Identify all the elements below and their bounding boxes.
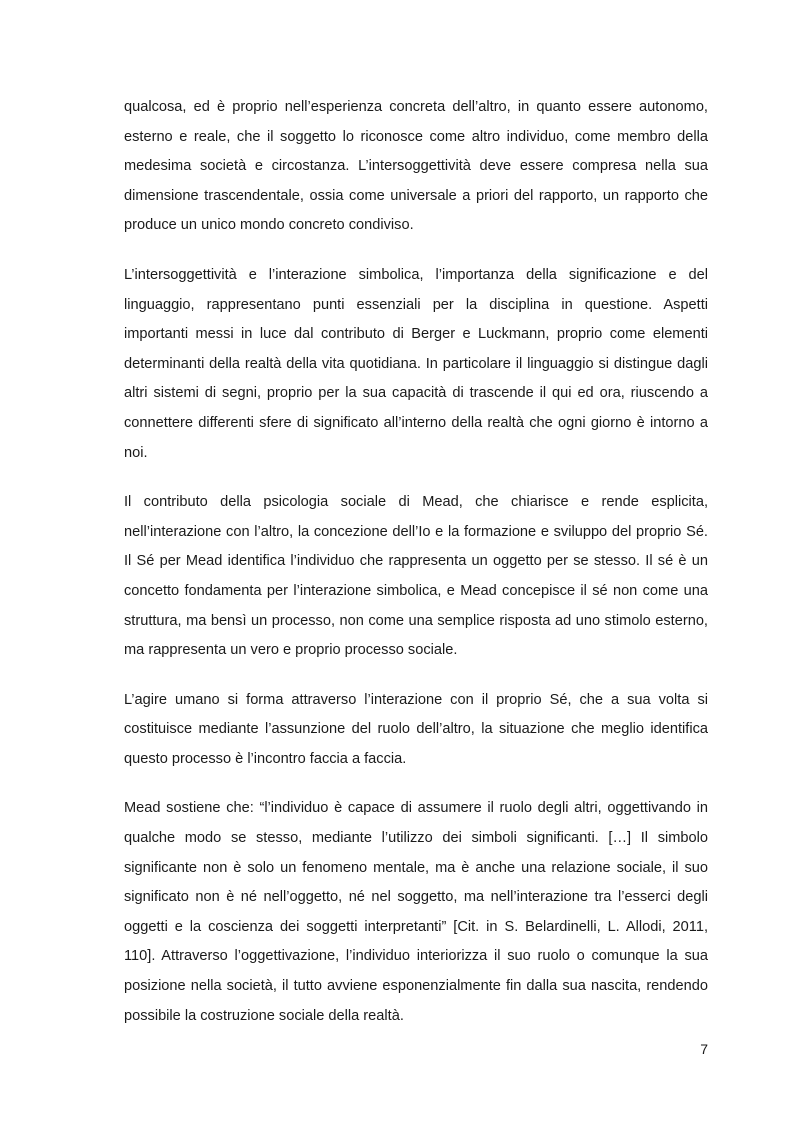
text-line: noi. <box>124 444 148 461</box>
paragraph-5 <box>124 794 708 1031</box>
text-line: dimensione trascendentale, ossia come universale a priori del rapporto, un rapporto che <box>124 187 708 204</box>
text-line: questo processo è l’incontro faccia a faccia. <box>124 750 407 767</box>
text-line: determinanti della realtà della vita quotidiana. In particolare il linguaggio si distingue dagli <box>124 355 708 372</box>
text-line: struttura, ma bensì un processo, non come una semplice risposta ad uno stimolo esterno, <box>124 612 708 629</box>
text-line: Mead sostiene che: “l’individuo è capace di assumere il ruolo degli altri, oggettivando in <box>124 800 708 817</box>
text-line: oggetti e la coscienza dei soggetti interpretanti” [Cit. in S. Belardinelli, L. Allodi, 2011, <box>124 918 708 935</box>
text-line: altri sistemi di segni, proprio per la sua capacità di trascende il qui ed ora, riuscendo a <box>124 385 708 402</box>
text-line: posizione nella società, il tutto avviene esponenzialmente fin dalla sua nascita, rendendo <box>124 978 708 995</box>
text-line: L’intersoggettività e l’interazione simbolica, l’importanza della significazione e del <box>124 266 708 283</box>
text-line: significato non è né nell’oggetto, né nel soggetto, ma nell’interazione tra l’esserci degli <box>124 889 708 906</box>
text-line: significante non è solo un fenomeno mentale, ma è anche una relazione sociale, il suo <box>124 859 708 876</box>
page-number: 7 <box>700 1041 708 1057</box>
text-line: esterno e reale, che il soggetto lo riconosce come altro individuo, come membro della <box>124 128 708 145</box>
text-line: linguaggio, rappresentano punti essenziali per la disciplina in questione. Aspetti <box>124 296 708 313</box>
text-line: qualcosa, ed è proprio nell’esperienza concreta dell’altro, in quanto essere autonomo, <box>124 99 708 115</box>
paragraph-2 <box>124 261 708 468</box>
paragraph-3 <box>124 488 708 666</box>
text-line: Il contributo della psicologia sociale di Mead, che chiarisce e rende esplicita, <box>124 494 708 511</box>
text-line: connettere differenti sfere di significato all’interno della realtà che ogni giorno è intorno a <box>124 414 708 431</box>
paragraph-4 <box>124 686 708 775</box>
text-line: qualche modo se stesso, mediante l’utilizzo dei simboli significanti. […] Il simbolo <box>124 830 708 847</box>
text-line: medesima società e circostanza. L’intersoggettività deve essere compresa nella sua <box>124 158 708 175</box>
text-line: produce un unico mondo concreto condiviso. <box>124 217 414 234</box>
text-line: 110]. Attraverso l’oggettivazione, l’individuo interiorizza il suo ruolo o comunque la sua <box>124 948 708 965</box>
text-line: L’agire umano si forma attraverso l’interazione con il proprio Sé, che a sua volta si <box>124 691 708 708</box>
text-line: concetto fondamenta per l’interazione simbolica, e Mead concepisce il sé non come una <box>124 582 708 599</box>
text-line: ma rappresenta un vero e proprio processo sociale. <box>124 642 458 659</box>
text-line: importanti messi in luce dal contributo di Berger e Luckmann, proprio come elementi <box>124 326 708 343</box>
text-line: nell’interazione con l’altro, la concezione dell’Io e la formazione e sviluppo del proprio Sé. <box>124 523 708 540</box>
text-line: possibile la costruzione sociale della realtà. <box>124 1007 404 1024</box>
text-line: Il Sé per Mead identifica l’individuo che rappresenta un oggetto per se stesso. Il sé è un <box>124 553 708 570</box>
text-line: costituisce mediante l’assunzione del ruolo dell’altro, la situazione che meglio identifica <box>124 721 708 738</box>
document-body <box>124 93 708 1051</box>
paragraph-1 <box>124 93 708 241</box>
